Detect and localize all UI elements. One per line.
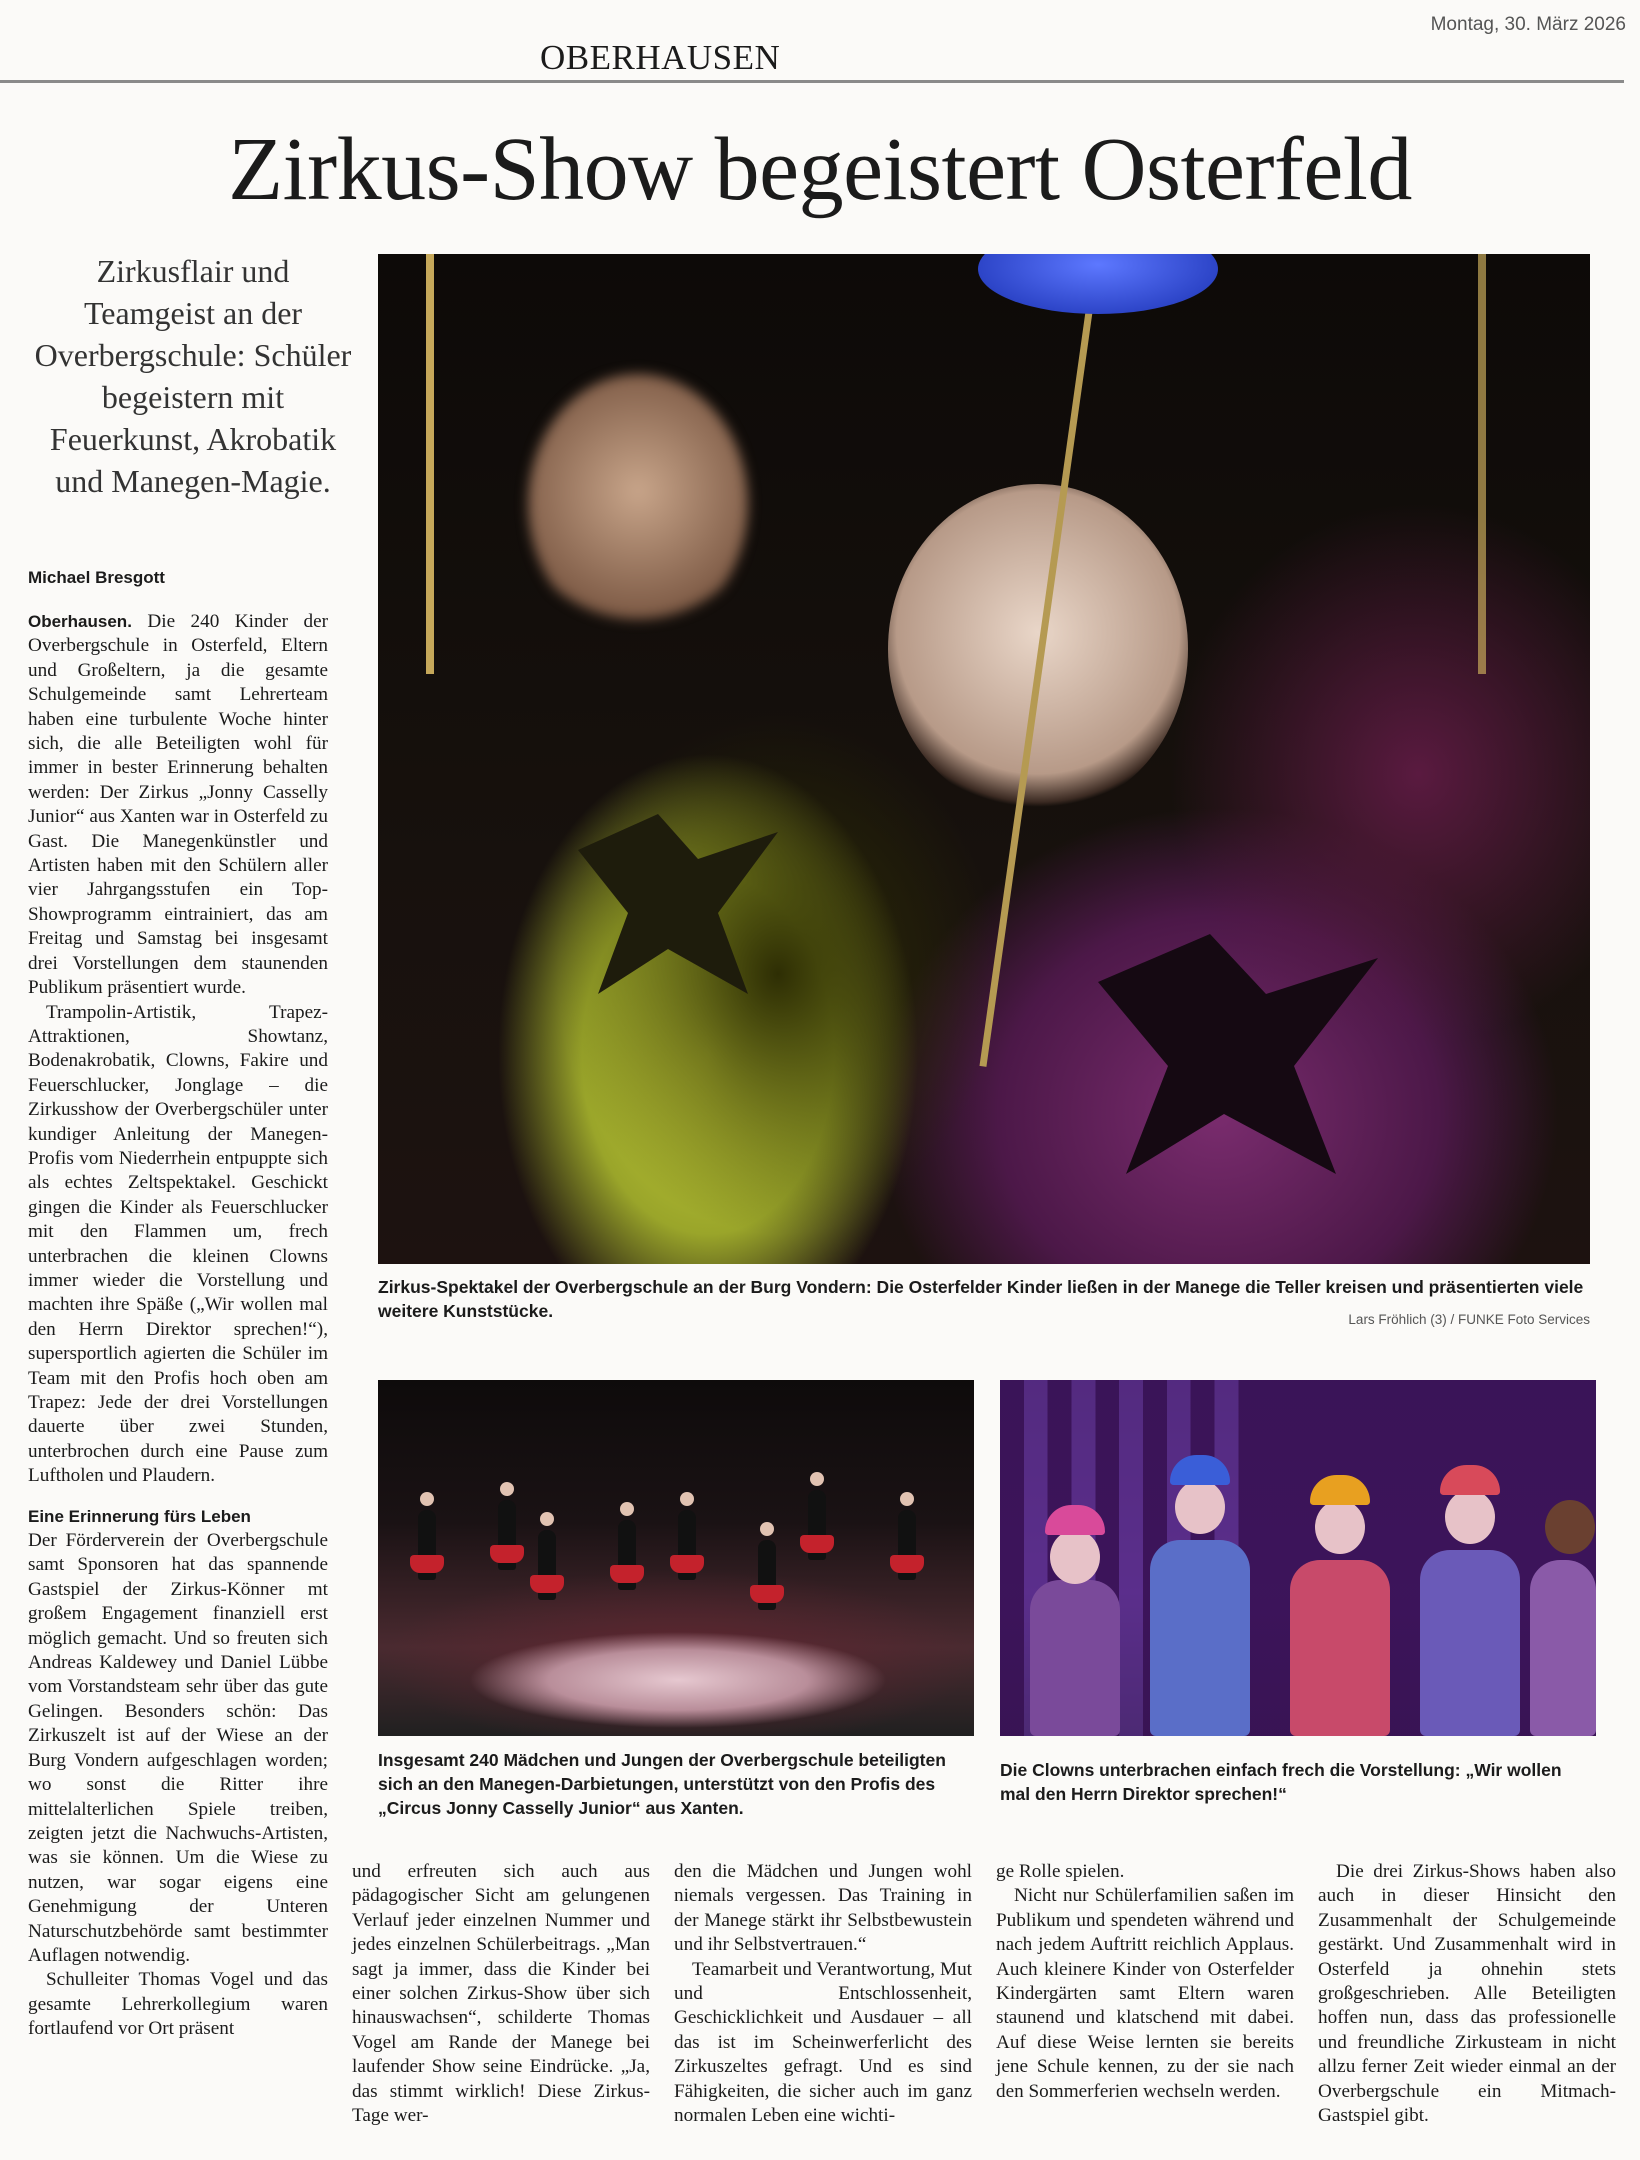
clown-hat [1170, 1455, 1230, 1485]
clown-face [1545, 1500, 1595, 1554]
article-paragraph: Nicht nur Schülerfamilien saßen im Publikum und spendeten während und nach jedem Auftritt reichlich Applaus. Auch kleinere Kinder von Osterfelder Kindergärten samt Eltern waren staunend und klatschend mit dabei. Auf diese Weise lernten sie bereits jene Schule kennen, zu der sie nach den Sommerferien wechseln werden. [996, 1885, 1294, 2102]
dancer-head [900, 1492, 914, 1506]
dance-photo-caption: Insgesamt 240 Mädchen und Jungen der Overbergschule beteiligten sich an den Manegen-Darbietungen, unterstützt von den Profis des „Circus Jonny Casselly Junior“ aus Xanten. [378, 1750, 946, 1818]
dancer-head [420, 1492, 434, 1506]
clown-costume [1530, 1560, 1596, 1736]
dancer-skirt [610, 1565, 644, 1583]
dancer-skirt [530, 1575, 564, 1593]
article-paragraph: den die Mädchen und Jungen wohl niemals vergessen. Das Training in der Manege stärkt ihr Selbstbewustein und ihr Selbstvertrauen.“ [674, 1861, 972, 1956]
article-column-2 [352, 1860, 650, 2128]
header-rule [0, 80, 1624, 83]
clown-costume [1290, 1560, 1390, 1736]
clown-costume [1030, 1580, 1120, 1736]
child-face-blurred [528, 374, 748, 634]
clown-face [1175, 1480, 1225, 1534]
issue-date: Montag, 30. März 2026 [1430, 14, 1626, 35]
clown-costume [1420, 1550, 1520, 1736]
article-column-4 [996, 1860, 1294, 2104]
article-column-5 [1318, 1860, 1616, 2128]
clown-face [1050, 1530, 1100, 1584]
article-paragraph: ge Rolle spielen. [996, 1861, 1125, 1882]
article-paragraph: Teamarbeit und Verantwortung, Mut und Entschlossenheit, Geschicklichkeit und Ausdauer – all das ist im Scheinwerferlicht des Zirkuszeltes gefragt. Und es sind Fähigkeiten, die sicher auch im ganz normalen Leben eine wichti- [674, 1958, 972, 2127]
costume-star [578, 814, 778, 994]
spinning-plate [978, 254, 1218, 314]
dancer-head [500, 1482, 514, 1496]
article-column-1 [28, 610, 328, 2042]
article-paragraph: Schulleiter Thomas Vogel und das gesamte Lehrerkollegium waren fortlaufend vor Ort präsent [28, 1969, 328, 2040]
section-title: OBERHAUSEN [540, 38, 781, 77]
clown-face [1315, 1500, 1365, 1554]
dancer-skirt [490, 1545, 524, 1563]
juggling-stick [426, 254, 434, 674]
clown-hat [1310, 1475, 1370, 1505]
clown-hat [1045, 1505, 1105, 1535]
paragraph-text: Die 240 Kinder der Overbergschule in Osterfeld, Eltern und Großeltern, ja die gesamte Schulgemeinde samt Lehrerteam haben eine turbulente Woche hinter sich, die alle Beteiligten wohl für immer in bester Erinnerung behalten werden: Der Zirkus „Jonny Casselly Junior“ aus Xanten war in Osterfeld zu Gast. Die Manegenkünstler und Artisten haben mit den Schülern aller vier Jahrgangsstufen ein Top-Showprogramm eintrainiert, das am Freitag und Samstag bei insgesamt drei Vorstellungen dem staunenden Publikum präsentiert wurde. [28, 611, 328, 999]
dancer-head [680, 1492, 694, 1506]
dancer-head [540, 1512, 554, 1526]
clown-face [1445, 1490, 1495, 1544]
clowns-photo-caption: Die Clowns unterbrachen einfach frech die Vorstellung: „Wir wollen mal den Herrn Direktor sprechen!“ [1000, 1760, 1562, 1804]
dancer-head [620, 1502, 634, 1516]
main-photo-plate-spinning [378, 254, 1590, 1264]
article-paragraph: Trampolin-Artistik, Trapez-Attraktionen, Showtanz, Bodenakrobatik, Clowns, Fakire und Feuerschlucker, Jonglage – die Zirkusshow der Overbergschüler unter kundiger Anleitung der Manegen-Profis vom Niederrhein entpuppte sich als echtes Zeltspektakel. Geschickt gingen die Kinder als Feuerschlucker mit den Flammen um, frech unterbrachen die kleinen Clowns immer wieder die Vorstellung und machten ihre Späße („Wir wollen mal den Herrn Direktor sprechen!“), supersportlich agierten die Schüler im Team mit den Profis hoch oben am Trapez: Jede der drei Vorstellungen dauerte über zwei Stunden, unterbrochen durch eine Pause zum Luftholen und Plaudern. [28, 1001, 328, 1487]
dancer-skirt [890, 1555, 924, 1573]
costume-star [1098, 934, 1378, 1174]
clown-hat [1440, 1465, 1500, 1495]
article-paragraph [28, 610, 328, 1001]
subheading: Eine Erinnerung fürs Leben [28, 1506, 251, 1526]
juggling-stick [1478, 254, 1486, 674]
dancer-head [760, 1522, 774, 1536]
photo-credit: Lars Fröhlich (3) / FUNKE Foto Services [1348, 1312, 1590, 1327]
photo-clowns [1000, 1380, 1596, 1736]
dancer-skirt [670, 1555, 704, 1573]
dancer-skirt [750, 1585, 784, 1603]
dateline: Oberhausen. [28, 612, 132, 631]
headline: Zirkus-Show begeistert Osterfeld [228, 120, 1412, 219]
clown-costume [1150, 1540, 1250, 1736]
photo-dance-performance [378, 1380, 974, 1736]
author-byline: Michael Bresgott [28, 568, 165, 587]
article-paragraph: und erfreuten sich auch aus pädagogischer Sicht am gelungenen Verlauf jeder einzelnen Nummer und jedes einzelnen Schülerbeitrags. „Man sagt ja immer, dass die Kinder bei einer solchen Zirkus-Show über sich hinauswachsen“, schilderte Thomas Vogel am Rande der Manege bei laufender Show seine Eindrücke. „Ja, das stimmt wirklich! Diese Zirkus-Tage wer- [352, 1861, 650, 2127]
teaser: Zirkusflair und Teamgeist an der Overbergschule: Schüler begeistern mit Feuerkunst, Akrobatik und Manegen-Magie. [34, 253, 352, 499]
dancer-skirt [410, 1555, 444, 1573]
dancer-skirt [800, 1535, 834, 1553]
article-column-3 [674, 1860, 972, 2128]
dancer-head [810, 1472, 824, 1486]
article-paragraph: Der Förderverein der Overbergschule samt Sponsoren hat das spannende Gastspiel der Zirkus-Könner mt großem Engagement finanziell erst möglich gemacht. Und so freuten sich Andreas Kaldewey und Daniel Lübbe vom Vorstandsteam sehr über das gute Gelingen. Besonders schön: Das Zirkuszelt ist auf der Wiese an der Burg Vondern aufgeschlagen worden; wo sonst die Ritter ihre mittelalterlichen Spiele treiben, zeigten jetzt die Nachwuchs-Artisten, was sie können. Um die Wiese zu nutzen, war sogar eigens eine Genehmigung der Unteren Naturschutzbehörde samt bestimmter Auflagen notwendig. [28, 1530, 328, 1966]
article-paragraph: Die drei Zirkus-Shows haben also auch in dieser Hinsicht den Zusammenhalt der Schulgemeinde gestärkt. Und Zusammenhalt wird in Osterfeld ja ohnehin stets großgeschrieben. Alle Beteiligten hoffen nun, dass das professionelle und freundliche Zirkusteam in nicht allzu ferner Zeit wieder einmal an der Overbergschule ein Mitmach-Gastspiel gibt. [1318, 1861, 1616, 2127]
main-photo-caption: Zirkus-Spektakel der Overbergschule an der Burg Vondern: Die Osterfelder Kinder ließen in der Manege die Teller kreisen und präsentierten viele weitere Kunststücke. [378, 1277, 1584, 1321]
